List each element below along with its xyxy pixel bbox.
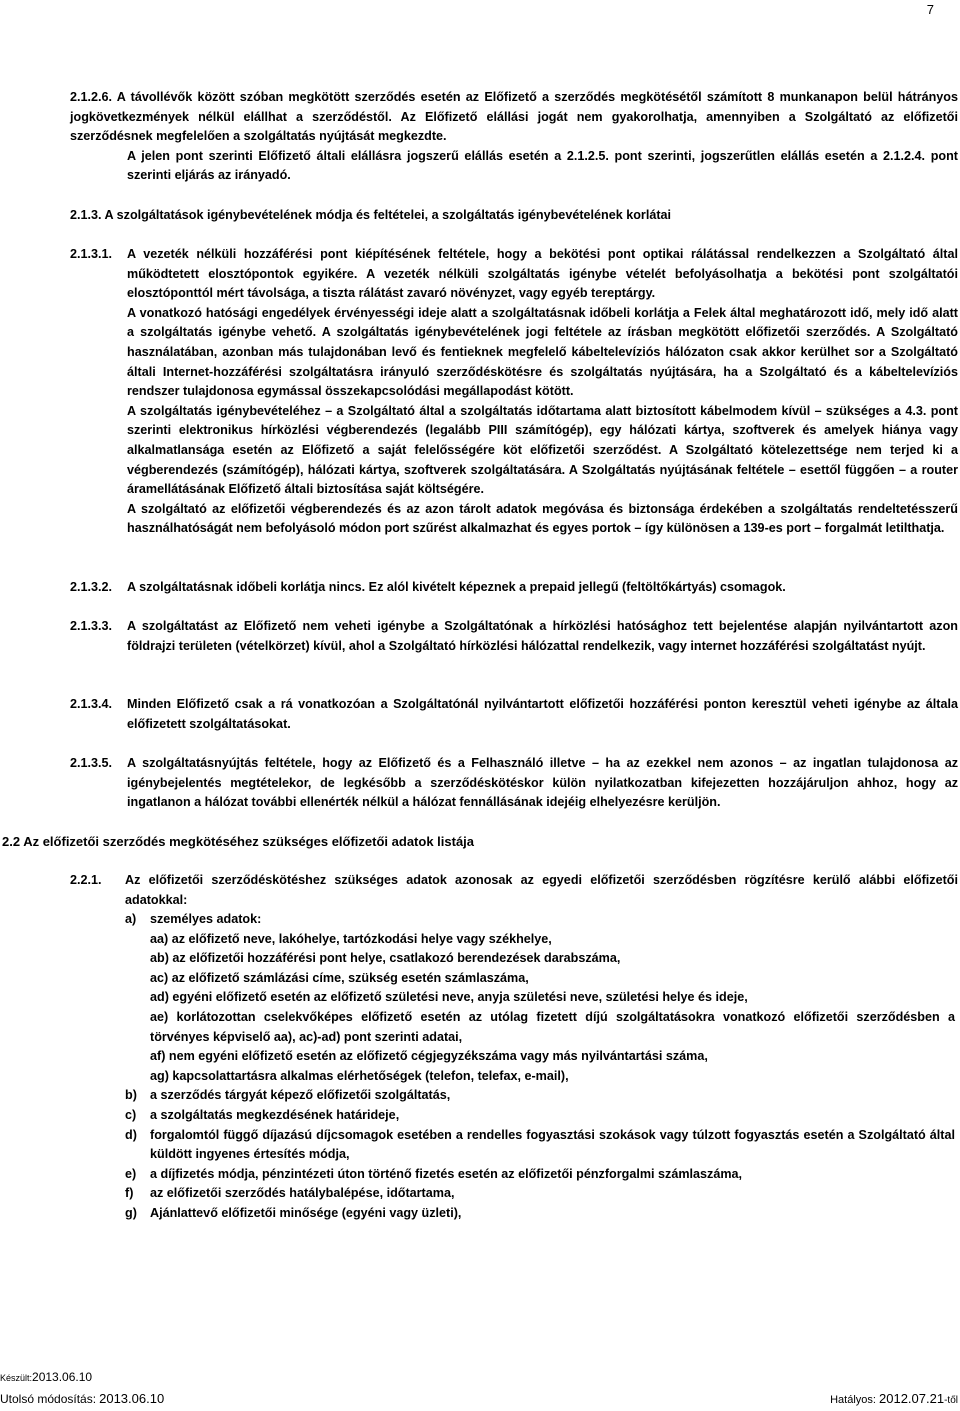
section-number: 2.1.3.3.: [70, 619, 113, 633]
sub-item: ad) egyéni előfizető esetén az előfizető születési neve, anyja születési neve, születési helye és ideje,: [150, 990, 748, 1005]
section-2-2-1: [70, 871, 958, 910]
section-number: 2.1.3.1.: [70, 247, 113, 261]
created-label: Készült:: [0, 1373, 33, 1383]
modified-date: 2013.06.10: [99, 1391, 165, 1406]
effective-date: 2012.07.21: [879, 1391, 945, 1406]
footer-modified: [0, 1389, 164, 1411]
footer-effective: [830, 1389, 958, 1411]
list-item-b: [125, 1086, 955, 1106]
list-item-f: [125, 1184, 955, 1204]
sub-item: ag) kapcsolattartásra alkalmas elérhetőségek (telefon, telefax, e-mail),: [150, 1068, 569, 1083]
effective-label: Hatályos:: [830, 1394, 876, 1406]
section-number: 2.1.3.2.: [70, 580, 113, 594]
paragraph: A jelen pont szerinti Előfizető általi elállásra jogszerű elállás esetén a 2.1.2.5. pont szerinti, jogszerűtlen elállás esetén a 2.1.2.4. pont szerinti eljárás az irányadó.: [127, 148, 958, 183]
paragraph: A szolgáltatás igénybevételéhez – a Szolgáltató által a szolgáltatás időtartama alatt biztosított kábelmodem kívül – szükséges a 4.3. pont szerinti elektronikus hírközlési végberendezés (legalább PIII számítógép), egy hálózati kártya, szoftverek és amelyek hiánya vagy alkalmatlansága esetén az Előfizető a saját felelősségére köt előfizetői szerződést. A Szolgáltató kötelezettsége nem terjed ki a végberendezés (számítógép), hálózati kártya, szoftverek szolgáltatására. A Szolgáltatás nyújtásának feltétele – esettől függően – a router áramellátásának Előfizető általi biztosítása saját költségére.: [127, 403, 958, 497]
paragraph: A szolgáltatásnyújtás feltétele, hogy az Előfizető és a Felhasználó illetve – ha az ezekkel nem azonos – az ingatlan tulajdonosa az igénybejelentés megtételekor, de legkésőbb a szerződéskötéskor külön nyilatkozatban kifejezetten hozzájáruljon ahhoz, hogy az ingatlanon a hálózat további ellenérték nélkül a hálózat fennállásának idejéig elhelyezésre kerüljön.: [127, 756, 958, 810]
page-number: 7: [926, 2, 934, 17]
sub-item: ae) korlátozottan cselekvőképes előfizető esetén az utólag fizetett díjú szolgáltatásokra vonatkozó előfizetői szerződésben a törvényes képviselő aa), ac)-ad) pont szerinti adatai,: [150, 1009, 955, 1044]
section-2-1-3-2: [70, 578, 958, 598]
section-number: 2.1.3.5.: [70, 756, 113, 770]
section-number: 2.1.3.4.: [70, 697, 113, 711]
paragraph: A vonatkozó hatósági engedélyek érvényességi ideje alatt a szolgáltatásnak időbeli korlátja a Felek által meghatározott idő, mely idő alatt a szolgáltatás igénybe vehető. A szolgáltatás igénybevételének jogi feltétele az írásban megkötött előfizetői szerződés. A Szolgáltató használatában, azonban más tulajdonában levő és fentieknek megfelelő kábeltelevíziós hálózaton csak akkor kerülhet sor a Szolgáltató általi Internet-hozzáférési szolgáltatásra irányuló szerződéskötésre és szolgáltatás nyújtására, ha a Szolgáltató és a kábeltelevíziós rendszer tulajdonosa egymással összekapcsolódási megállapodást kötött.: [127, 305, 958, 399]
paragraph: A vezeték nélküli hozzáférési pont kiépítésének feltétele, hogy a bekötési pont optikai rálátással rendelkezzen a Szolgáltató által működtetett elosztópontok egyikére. A vezeték nélküli szolgáltatás igénybe vételét befolyásolhatja a bekötési pont szolgáltatói elosztóponttól mért távolsága, a tiszta rálátást zavaró növényzet, vagy egyéb tereptárgy.: [127, 247, 958, 301]
section-number: 2.2.1.: [70, 873, 102, 887]
footer-created: [0, 1368, 92, 1389]
list-item-a: [125, 910, 955, 930]
section-2-1-3-3: [70, 617, 958, 656]
list-label: d): [125, 1127, 137, 1142]
list-text: a szolgáltatás megkezdésének határideje,: [150, 1107, 400, 1122]
sub-item: ab) az előfizetői hozzáférési pont helye, csatlakozó berendezések darabszáma,: [150, 951, 621, 966]
list-text: Ajánlattevő előfizetői minősége (egyéni vagy üzleti),: [150, 1205, 462, 1220]
effective-suffix: -től: [944, 1395, 958, 1406]
paragraph: Az előfizetői szerződéskötéshez szükséges adatok azonosak az egyedi előfizetői szerződésben rögzítésre kerülő alábbi előfizetői adatokkal:: [125, 873, 958, 907]
section-2-2-heading: 2.2 Az előfizetői szerződés megkötéséhez szükséges előfizetői adatok listája: [2, 834, 475, 849]
list-text: a szerződés tárgyát képező előfizetői szolgáltatás,: [150, 1088, 451, 1103]
data-list: [125, 910, 955, 1224]
created-date: 2013.06.10: [32, 1370, 93, 1384]
sub-item: af) nem egyéni előfizető esetén az előfizető cégjegyzékszáma vagy más nyilvántartási száma,: [150, 1049, 708, 1064]
list-item-e: [125, 1165, 955, 1185]
list-label: c): [125, 1107, 137, 1122]
sub-item: ac) az előfizető számlázási címe, szükség esetén számlaszáma,: [150, 970, 529, 985]
list-text: személyes adatok:: [150, 912, 262, 926]
list-label: b): [125, 1088, 137, 1103]
section-2-1-3-4: [70, 695, 958, 734]
section-2-1-3-5: [70, 754, 958, 813]
list-item-d: [125, 1126, 955, 1165]
section-2-1-3-heading: 2.1.3. A szolgáltatások igénybevételének módja és feltételei, a szolgáltatás igénybevételének korlátai: [70, 208, 672, 222]
list-label: a): [125, 912, 137, 926]
list-item-g: [125, 1204, 955, 1224]
list-text: forgalomtól függő díjazású díjcsomagok esetében a rendelles fogyasztási szokások vagy túlzott fogyasztás esetén a Szolgáltató által küldött ingyenes értesítés módja,: [150, 1127, 955, 1162]
list-item-c: [125, 1106, 955, 1126]
paragraph: 2.1.2.6. A távollévők között szóban megkötött szerződés esetén az Előfizető a szerződés megkötésétől számított 8 munkanapon belül hátrányos jogkövetkezmények nélkül elállhat a szerződéstől. Az Előfizető elállási jogát nem gyakorolhatja, amennyiben a Szolgáltató az előfizetői szerződésnek megfelelően a szolgáltatás nyújtását megkezdte.: [70, 90, 958, 144]
paragraph: Minden Előfizető csak a rá vonatkozóan a Szolgáltatónál nyilvántartott előfizetői hozzáférési ponton keresztül veheti igénybe az általa előfizetett szolgáltatásokat.: [127, 697, 958, 731]
section-2-1-2-6: [70, 88, 958, 186]
modified-label: Utolsó módosítás:: [0, 1392, 97, 1406]
paragraph: A szolgáltatást az Előfizető nem veheti igénybe a Szolgáltatónak a hírközlési hatósághoz tett bejelentése alapján nyilvántartott azon földrajzi területen (vételkörzet) kívül, ahol a Szolgáltató hírközlési hálózattal rendelkezik, vagy internet hozzáférési szolgáltatást nyújt.: [127, 619, 958, 653]
list-text: az előfizetői szerződés hatálybalépése, időtartama,: [150, 1186, 455, 1201]
paragraph: A szolgáltató az előfizetői végberendezés és az azon tárolt adatok megóvása és biztonsága érdekében a szolgáltatás rendeltetésszerű használhatóságát nem befolyásoló módon port szűrést alkalmazhat és egyes portok – így különösen a 139-es port – forgalmát letilthatja.: [127, 501, 958, 536]
sub-item: aa) az előfizető neve, lakóhelye, tartózkodási helye vagy székhelye,: [150, 931, 552, 946]
section-2-1-3-1: [70, 245, 958, 539]
list-label: f): [125, 1186, 134, 1201]
paragraph: A szolgáltatásnak időbeli korlátja nincs. Ez alól kivételt képeznek a prepaid jellegű (feltöltőkártyás) csomagok.: [127, 580, 786, 594]
list-text: a díjfizetés módja, pénzintézeti úton történő fizetés esetén az előfizetői pénzforgalmi számlaszáma,: [150, 1166, 743, 1181]
list-label: e): [125, 1166, 137, 1181]
list-label: g): [125, 1205, 137, 1220]
